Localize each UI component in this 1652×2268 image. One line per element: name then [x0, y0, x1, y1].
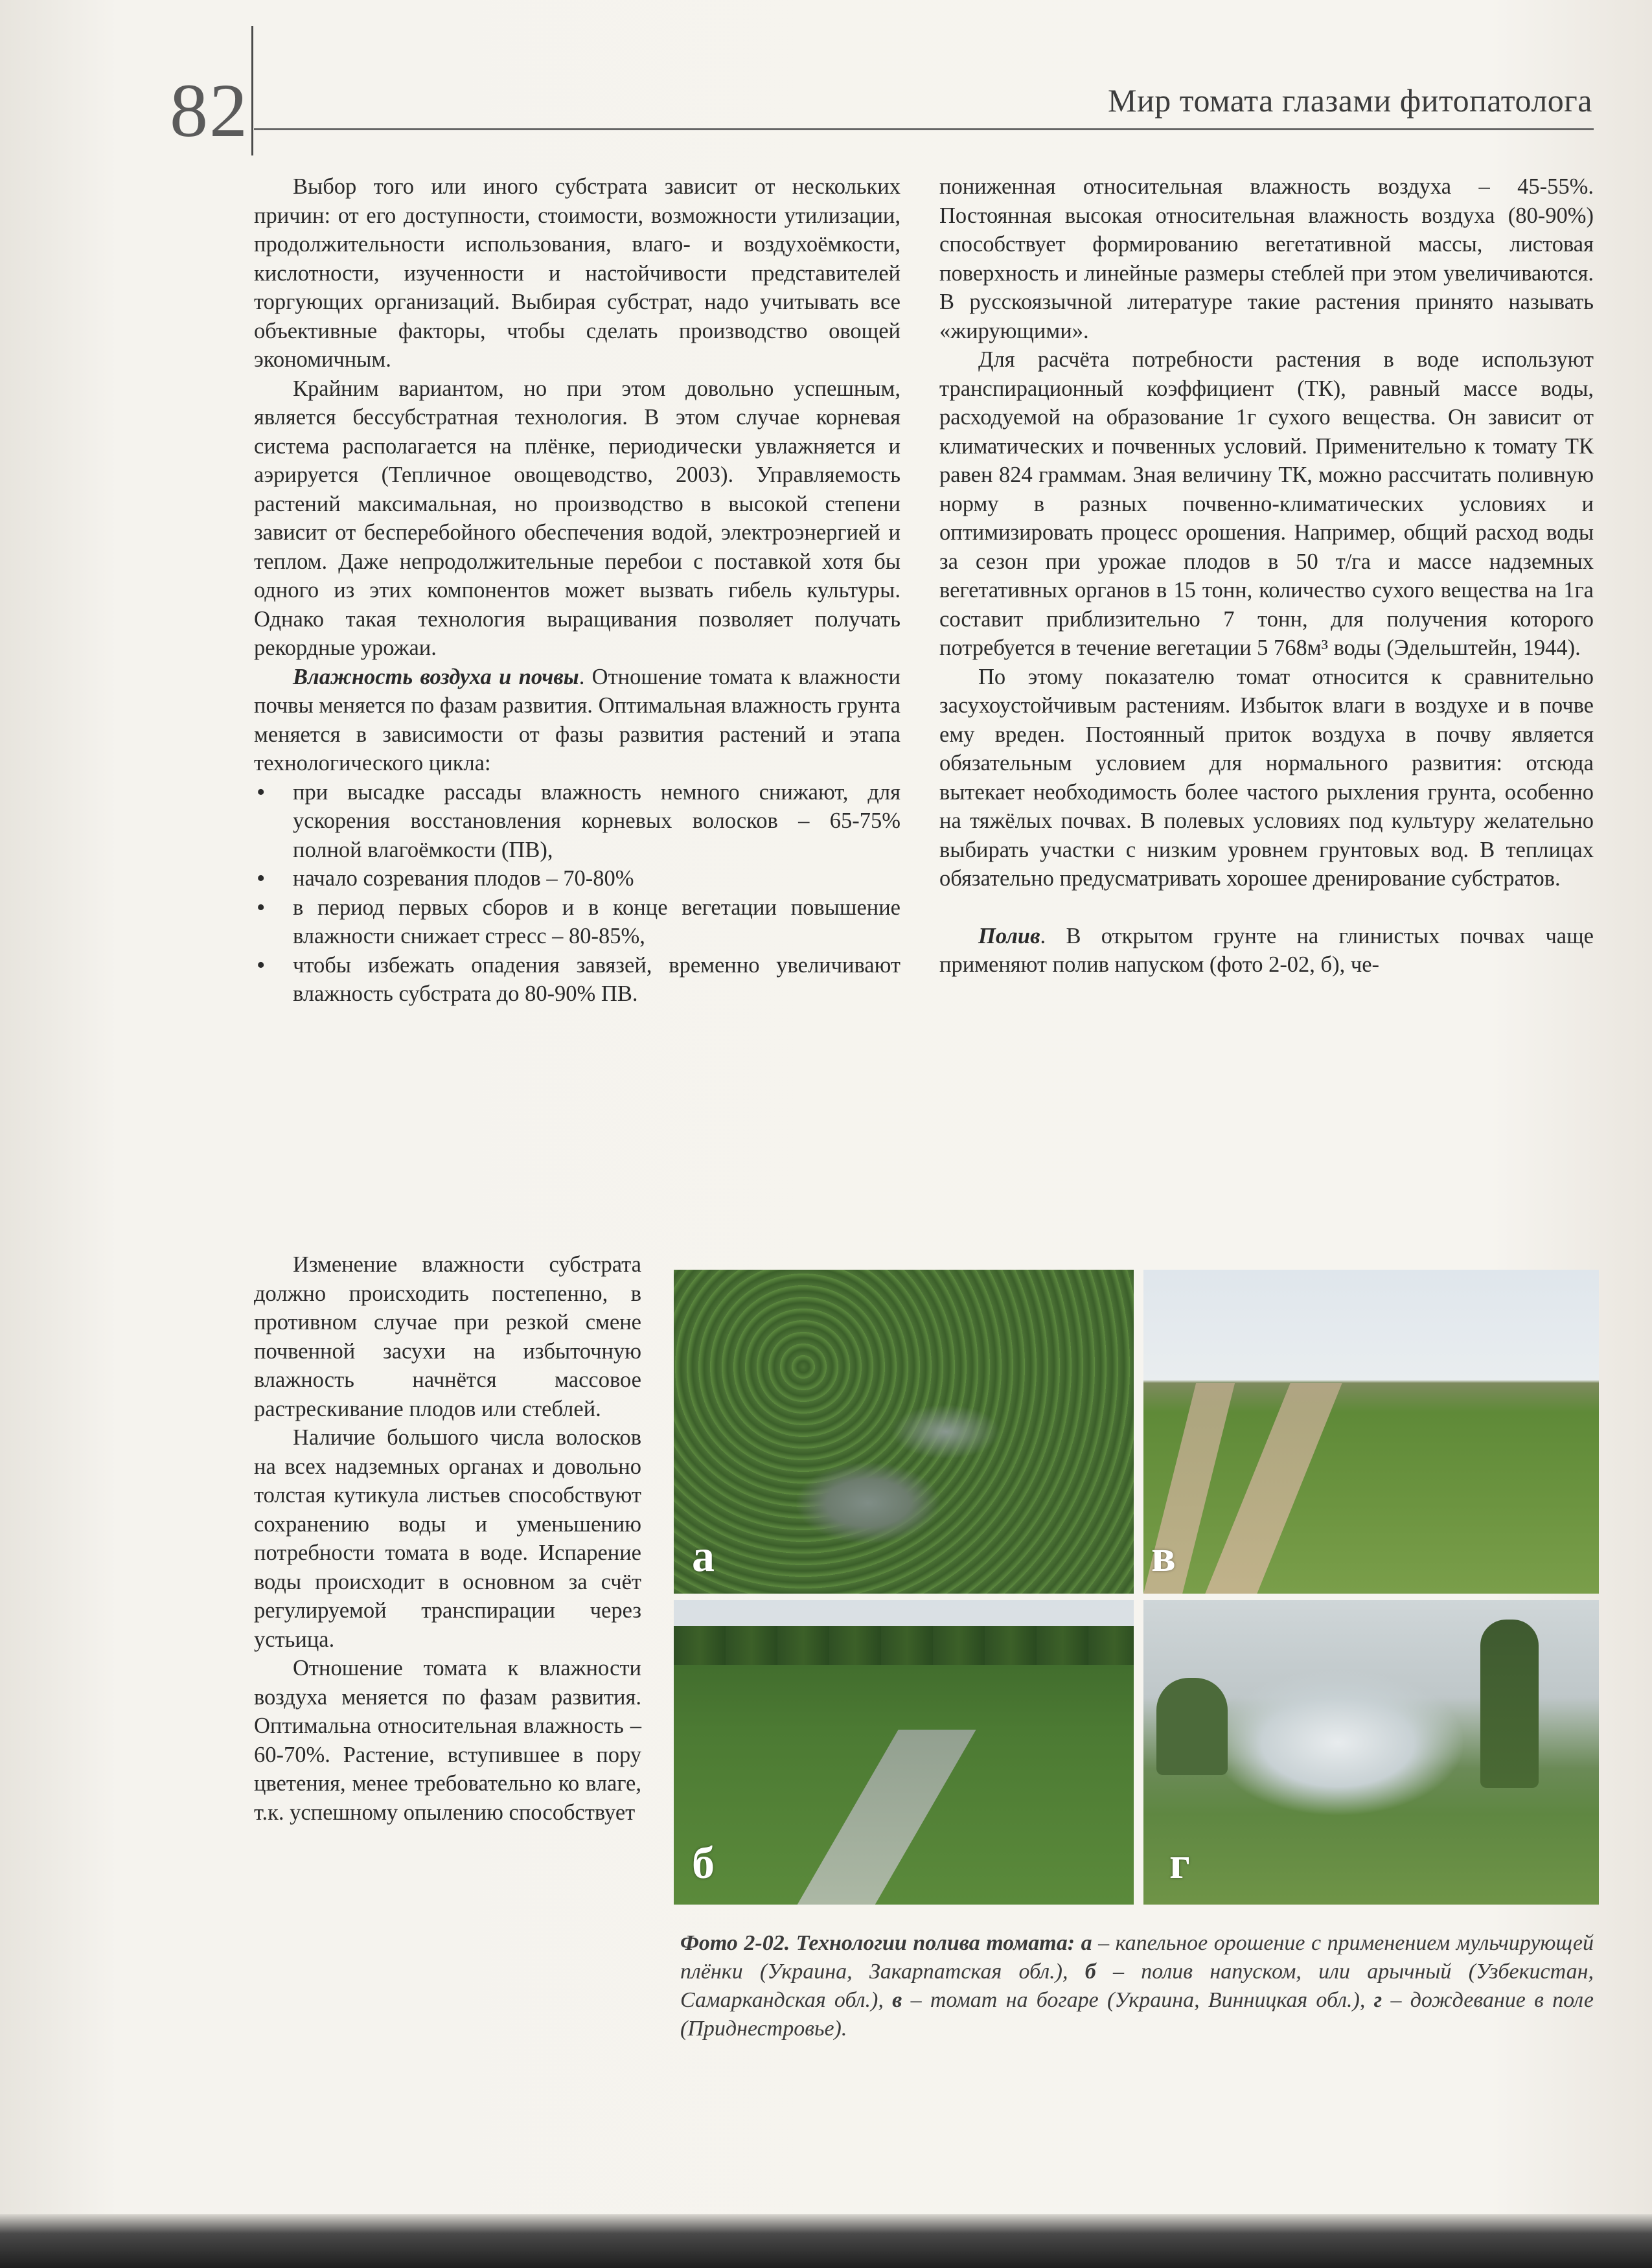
list-item: • чтобы избежать опадения завязей, временно увеличивают влажность субстрата до 80-90% ПВ. [254, 951, 901, 1009]
paragraph: Крайним вариантом, но при этом довольно успешным, является бессубстратная технология. В этом случае корневая система располагается на плёнке, периодически увлажняется и аэрируется (Тепличное овощеводство, 2003). Управляемость растений максимальная, но производство в высокой степени зависит от бесперебойного обеспечения водой, электроэнергией и теплом. Даже непродолжительные перебои с поставкой хотя бы одного из этих компонентов может вызвать гибель культуры. Однако такая технология выращивания позволяет получать рекордные урожаи. [254, 376, 901, 660]
paragraph: пониженная относительная влажность воздуха – 45-55%. Постоянная высокая относительная влажность воздуха (80-90%) способствует формированию вегетативной массы, листовая поверхность и линейные размеры стеблей при этом увеличиваются. В русскоязычной литературе такие растения принято называть «жирующими». [939, 174, 1594, 343]
caption-text-b: – полив напуском, или арычный (Узбекистан, Самаркандская обл.), [680, 1960, 1594, 2012]
right-column [939, 172, 1594, 979]
paragraph: По этому показателю томат относится к сравнительно засухоустойчивым растениям. Избыток влаги в воздухе и в почве ему вреден. Постоянный приток воздуха в почву является обязательным условием для нормального развития: отсюда вытекает необходимость более частого рыхления грунта, особенно на тяжёлых почвах. В полевых условиях под культуру желательно выбирать участки с низким уровнем грунтовых вод. В теплицах обязательно предусматривать хорошее дренирование субстратов. [939, 664, 1594, 891]
paragraph-text: . Отношение томата к влажности почвы меняется по фазам развития. Оптимальная влажность грунта меняется в зависимости от фазы развития растений и этапа технологического цикла: [254, 664, 901, 775]
tree-line [674, 1626, 1134, 1665]
paragraph: Наличие большого числа волосков на всех надземных органах и довольно толстая кутикула листьев способствуют сохранению воды и уменьшению потребности томата в воде. Испарение воды происходит в основном за счёт регулируемой транспирации через устьица. [254, 1425, 641, 1652]
scan-bottom-edge [0, 2214, 1652, 2268]
photo-furrow-irrigation [674, 1600, 1134, 1905]
photo-drip-irrigation [674, 1270, 1134, 1594]
page-number: 82 [170, 68, 249, 153]
list-item: • начало созревания плодов – 70-80% [254, 864, 901, 893]
photo-label-a: а [692, 1531, 715, 1581]
photo-sprinkler-irrigation [1143, 1600, 1599, 1905]
running-title: Мир томата глазами фитопатолога [1108, 82, 1592, 119]
caption-text-g: – дождевание в поле (Приднестровье). [680, 1988, 1594, 2041]
paragraph: Изменение влажности субстрата должно происходить постепенно, в противном случае при резкой смене почвенной засухи на избыточную влажность начнётся массовое растрескивание плодов или стеблей. [254, 1252, 641, 1421]
caption-title: Фото 2-02. Технологии полива томата: [680, 1931, 1075, 1955]
tree [1156, 1678, 1228, 1775]
irrigation-channel [786, 1730, 976, 1905]
caption-letter-g: г [1373, 1988, 1382, 2012]
photo-label-b: б [692, 1838, 715, 1888]
caption-text-v: – томат на богаре (Украина, Винницкая обл.), [902, 1988, 1374, 2012]
paragraph-watering [939, 922, 1594, 979]
paragraph-text: . В открытом грунте на глинистых почвах чаще применяют полив напуском (фото 2-02, б), че- [939, 923, 1594, 977]
list-item: • при высадке рассады влажность немного снижают, для ускорения восстановления корневых волосков – 65-75% полной влагоёмкости (ПВ), [254, 778, 901, 865]
left-narrow-column [254, 1250, 641, 1827]
photo-dryland-field [1143, 1270, 1599, 1594]
caption-letter-v: в [892, 1988, 902, 2012]
photo-grid [674, 1270, 1599, 1905]
header-vertical-rule [251, 26, 253, 155]
left-column [254, 172, 901, 1009]
section-heading-watering: Полив [978, 923, 1040, 948]
header-horizontal-rule [254, 128, 1594, 130]
photo-label-g: г [1169, 1838, 1190, 1888]
paragraph: Выбор того или иного субстрата зависит от нескольких причин: от его доступности, стоимости, возможности утилизации, продолжительности использования, влаго- и воздухоёмкости, кислотности, изученности и настойчивости представителей торгующих организаций. Выбирая субстрат, надо учитывать все объективные факторы, чтобы сделать производство овощей экономичным. [254, 174, 901, 372]
caption-text-a: – капельное орошение с применением мульчирующей плёнки (Украина, Закарпатская обл.), [680, 1931, 1594, 1984]
photo-label-v: в [1151, 1531, 1176, 1581]
paragraph: Для расчёта потребности растения в воде используют транспирационный коэффициент (ТК), равный массе воды, расходуемой на образование 1г сухого вещества. Он зависит от климатических и почвенных условий. Применительно к томату ТК равен 824 граммам. Зная величину ТК, можно рассчитать поливную норму в разных почвенно-климатических условиях и оптимизировать процесс орошения. Например, общий расход воды за сезон при урожае плодов в 50 т/га и массе надземных вегетативных органов в 15 тонн, количество сухого вещества на 1га составит приблизительно 7 тонн, для получения которого потребуется в течение вегетации 5 768м³ воды (Эдельштейн, 1944). [939, 347, 1594, 660]
caption-letter-b: б [1084, 1960, 1096, 1984]
section-heading-humidity: Влажность воздуха и почвы [293, 664, 579, 689]
caption-letter-a: а [1081, 1931, 1092, 1955]
paragraph: Отношение томата к влажности воздуха меняется по фазам развития. Оптимальна относительная влажность – 60-70%. Растение, вступившее в пору цветения, менее требовательно ко влаге, т.к. успешному опылению способствует [254, 1656, 641, 1825]
tree [1480, 1620, 1539, 1788]
humidity-bullet-list [254, 778, 901, 1009]
paragraph-humidity [254, 663, 901, 778]
list-item: • в период первых сборов и в конце вегетации повышение влажности снижает стресс – 80-85%, [254, 893, 901, 951]
photo-caption [680, 1929, 1594, 2043]
